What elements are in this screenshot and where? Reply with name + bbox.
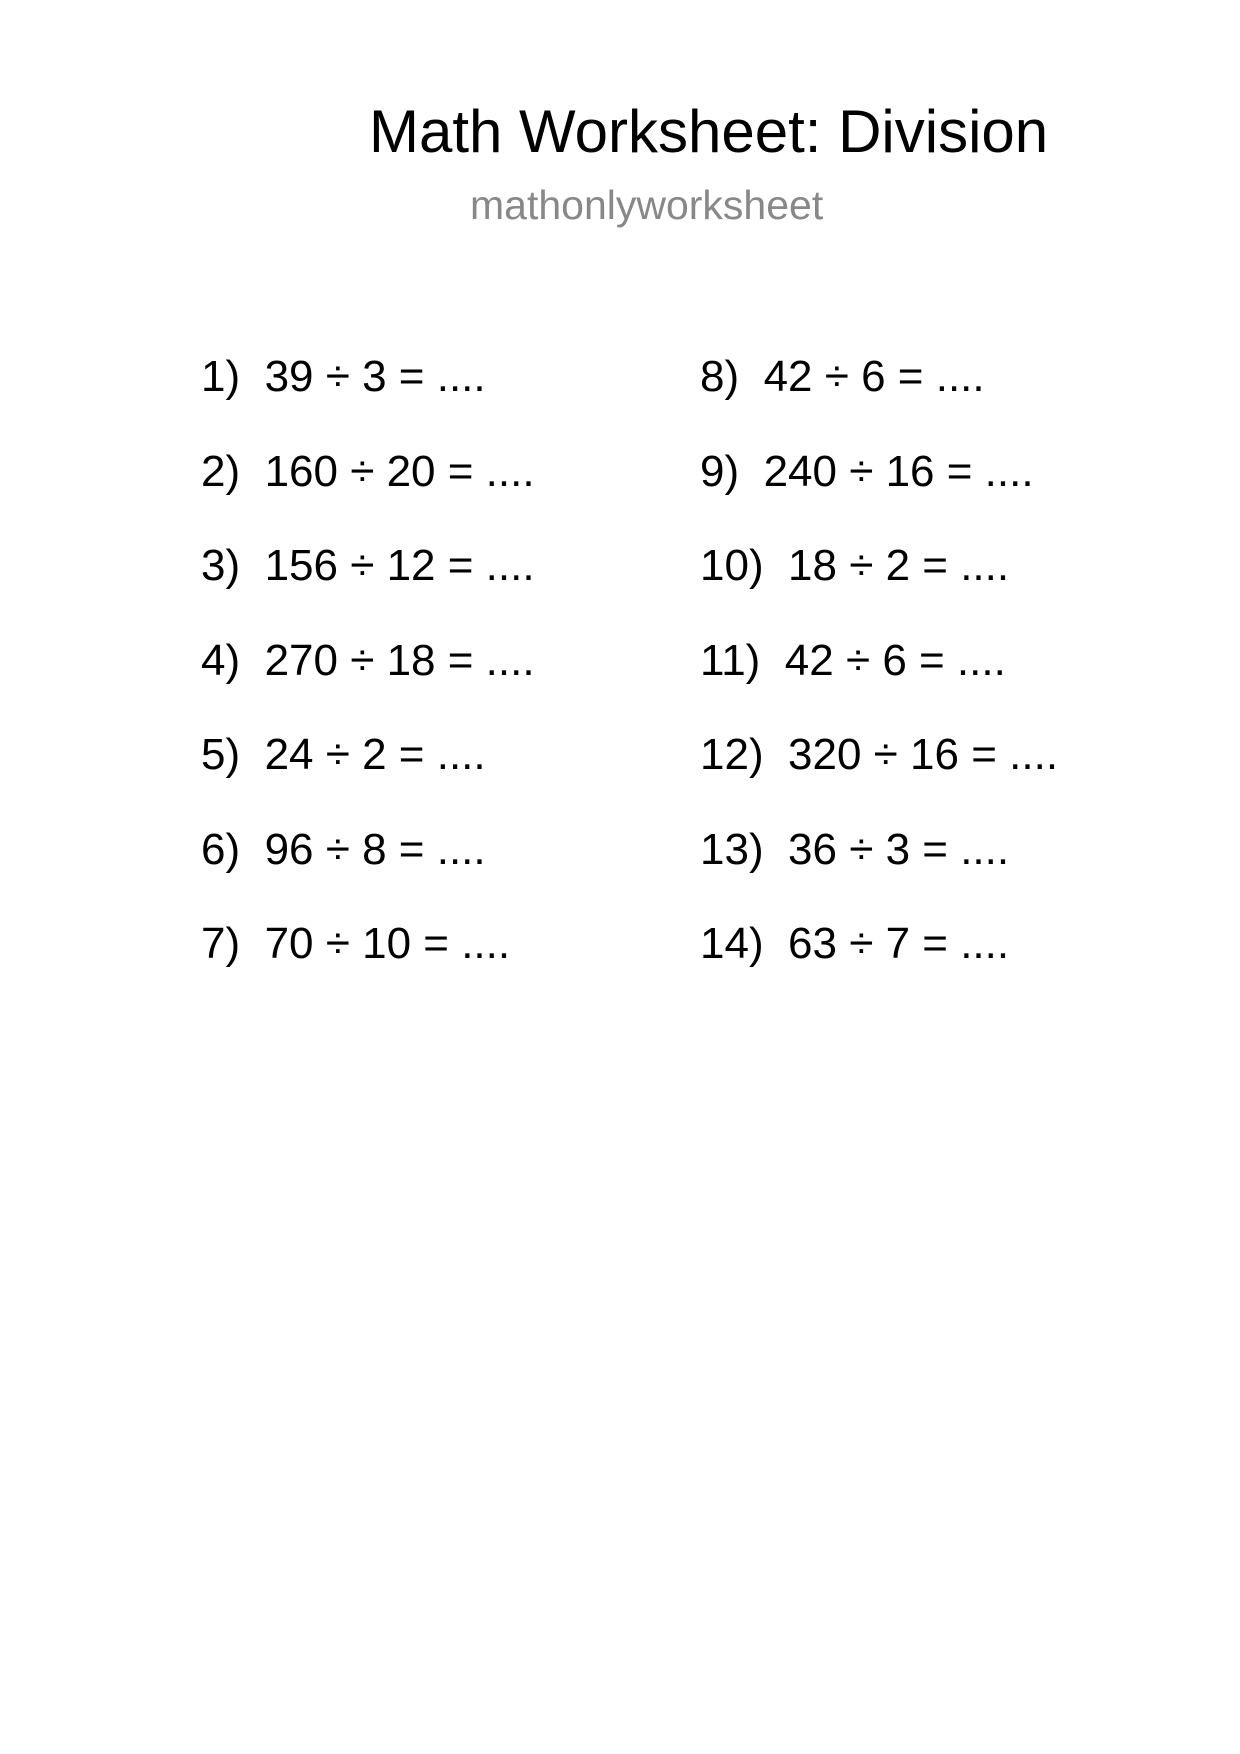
problem-11: 11) 42 ÷ 6 = ....	[700, 635, 1006, 685]
problem-6: 6) 96 ÷ 8 = ....	[201, 824, 486, 874]
problem-9: 9) 240 ÷ 16 = ....	[700, 446, 1034, 496]
problem-13: 13) 36 ÷ 3 = ....	[700, 824, 1010, 874]
problems-left-column	[201, 348, 535, 1010]
worksheet-source: mathonlyworksheet	[470, 182, 824, 228]
problem-4: 4) 270 ÷ 18 = ....	[201, 635, 535, 685]
problem-14: 14) 63 ÷ 7 = ....	[700, 919, 1010, 968]
problem-7: 7) 70 ÷ 10 = ....	[201, 919, 511, 968]
problem-12: 12) 320 ÷ 16 = ....	[700, 730, 1059, 779]
problems-right-column	[700, 348, 1058, 1010]
problem-8: 8) 42 ÷ 6 = ....	[700, 352, 985, 401]
problem-10: 10) 18 ÷ 2 = ....	[700, 541, 1010, 590]
problem-5: 5) 24 ÷ 2 = ....	[201, 730, 486, 779]
problem-3: 3) 156 ÷ 12 = ....	[201, 541, 535, 590]
problem-1: 1) 39 ÷ 3 = ....	[201, 352, 486, 401]
worksheet-title: Math Worksheet: Division	[369, 98, 1049, 165]
problem-2: 2) 160 ÷ 20 = ....	[201, 446, 535, 496]
